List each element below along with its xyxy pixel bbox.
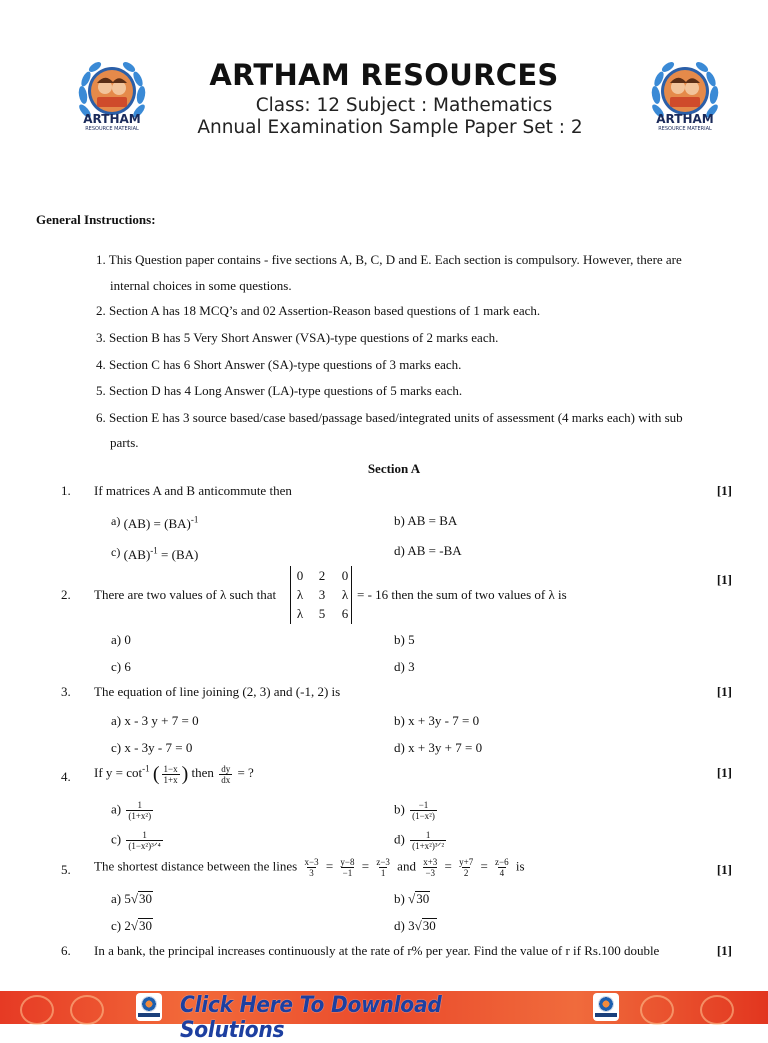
instruction-3: 3. Section B has 5 Very Short Answer (VSA)-type questions of 2 marks each. — [96, 330, 499, 345]
instruction-1-cont: internal choices in some questions. — [110, 278, 292, 293]
download-solutions-banner[interactable] — [0, 991, 768, 1043]
q1-option-b: b) AB = BA — [394, 513, 458, 528]
q3-option-a: a) x - 3 y + 7 = 0 — [111, 713, 199, 728]
class-subject-line: Class: 12 Subject : Mathematics — [255, 95, 553, 116]
banner-swirl-decoration — [640, 995, 674, 1025]
banner-logo-icon — [136, 993, 162, 1021]
banner-swirl-decoration — [20, 995, 54, 1025]
banner-swirl-decoration — [70, 995, 104, 1025]
q3-text: The equation of line joining (2, 3) and (-1, 2) is — [94, 684, 341, 699]
logo-left-text: ARTHAM — [83, 112, 141, 126]
q5-marks: [1] — [716, 862, 732, 877]
instruction-2: 2. Section A has 18 MCQ’s and 02 Assertion-Reason based questions of 1 mark each. — [96, 303, 541, 318]
q2-option-c: c) 6 — [111, 659, 131, 674]
download-solutions-link[interactable]: Click Here To Download Solutions — [180, 993, 442, 1043]
paper-set-line: Annual Examination Sample Paper Set : 2 — [197, 117, 583, 138]
q5-option-a: a) 5√30 — [111, 891, 152, 906]
q2-marks: [1] — [716, 572, 732, 587]
q5-option-c: c) 2√30 — [111, 918, 152, 933]
q6-text: In a bank, the principal increases continuously at the rate of r% per year. Find the value of r if Rs.100 double — [94, 943, 660, 958]
q4-option-b: b) $\frac{-1}{\text{(1−x²)}}$ — [394, 800, 435, 821]
q3-option-d: d) x + 3y + 7 = 0 — [394, 740, 483, 755]
page-title: ARTHAM RESOURCES — [209, 58, 559, 92]
logo-right-subtext: RESOURCE MATERIAL — [658, 126, 712, 132]
instruction-4: 4. Section C has 6 Short Answer (SA)-type questions of 3 marks each. — [96, 357, 462, 372]
q2-option-b: b) 5 — [394, 632, 415, 647]
q3-option-c: c) x - 3y - 7 = 0 — [111, 740, 193, 755]
q1-option-a: a) (AB) = (BA)$^{-1}$ — [111, 514, 199, 531]
q5-text: The shortest distance between the lines $\frac{x-3}{3}$ = $\frac{y-8}{-1}$ = $\frac{z-3}{1}$ and $\frac{x+3}{-3}$ = $\frac{y+7}{2}$ = $\frac{z-6}{4}$ is — [94, 857, 525, 878]
q5-option-d: d) 3√30 — [394, 918, 436, 933]
q2-option-d: d) 3 — [394, 659, 415, 674]
q4-text: If $y = \cot^{-1}$ ( $\frac{1-x}{1+x}$ ) then $\frac{dy}{dx}$ = ? — [94, 763, 254, 785]
logo-right-text: ARTHAM — [656, 112, 714, 126]
instruction-5: 5. Section D has 4 Long Answer (LA)-type questions of 5 marks each. — [96, 383, 463, 398]
banner-swirl-decoration — [700, 995, 734, 1025]
q4-option-c: c) $\frac{1}{\text{(1−x²)³ᐟ⁴}}$ — [111, 830, 161, 851]
q2-option-a: a) 0 — [111, 632, 131, 647]
instruction-1: 1. This Question paper contains - five sections A, B, C, D and E. Each section is compulsory. However, there are — [96, 252, 682, 267]
q2-number: 2. — [61, 587, 71, 602]
q2-text-post: = - 16 then the sum of two values of λ is — [357, 587, 567, 602]
q6-number: 6. — [61, 943, 71, 958]
q3-option-b: b) x + 3y - 7 = 0 — [394, 713, 480, 728]
q1-option-d: d) AB = -BA — [394, 543, 462, 558]
q3-number: 3. — [61, 684, 71, 699]
q4-option-a: a) $\frac{1}{\text{(1+x²)}}$ — [111, 800, 152, 821]
q4-marks: [1] — [716, 765, 732, 780]
q5-option-b: b) √30 — [394, 891, 430, 906]
q4-number: 4. — [61, 769, 71, 784]
general-instructions-heading: General Instructions: — [36, 212, 156, 227]
instruction-6: 6. Section E has 3 source based/case based/passage based/integrated units of assessment (4 marks each) with sub — [96, 410, 683, 425]
q1-number: 1. — [61, 483, 71, 498]
section-a-heading: Section A — [367, 461, 421, 476]
q6-marks: [1] — [716, 943, 732, 958]
q2-determinant: 0 2 0 λ 3 λ λ 5 6 — [290, 566, 352, 624]
instruction-6-cont: parts. — [110, 435, 139, 450]
q5-number: 5. — [61, 862, 71, 877]
q1-option-c: c) (AB)$^{-1}$ = (BA) — [111, 545, 199, 562]
banner-logo-icon — [593, 993, 619, 1021]
q3-marks: [1] — [716, 684, 732, 699]
q1-marks: [1] — [716, 483, 732, 498]
q2-text-pre: There are two values of λ such that — [94, 587, 277, 602]
q1-text: If matrices A and B anticommute then — [94, 483, 292, 498]
logo-left-subtext: RESOURCE MATERIAL — [85, 126, 139, 132]
q4-option-d: d) $\frac{1}{\text{(1+x²)³ᐟ²}}$ — [394, 830, 445, 851]
